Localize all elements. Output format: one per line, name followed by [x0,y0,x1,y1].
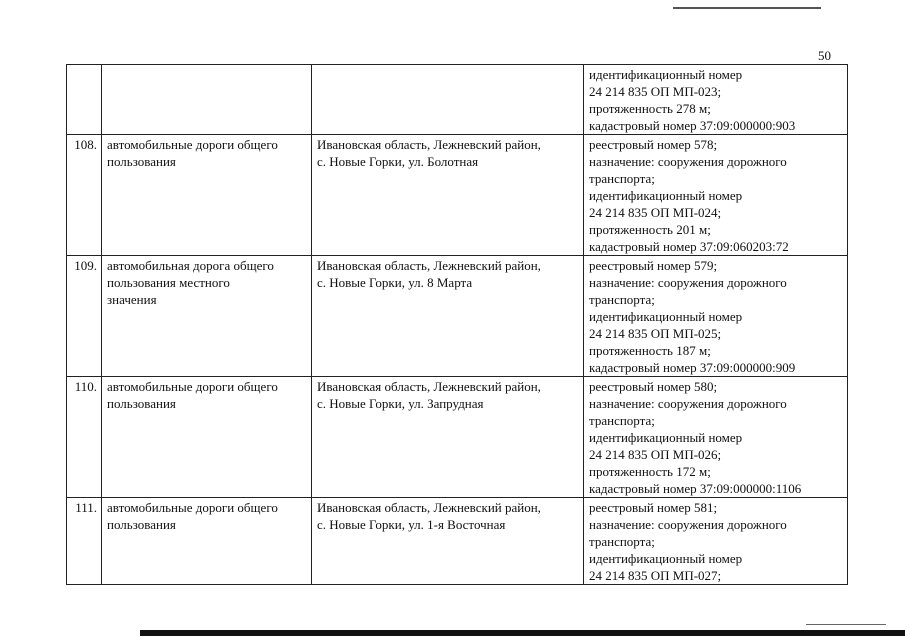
object-name-line: автомобильные дороги общего [107,500,278,515]
address-line: Ивановская область, Лежневский район, [317,500,541,515]
address-line: с. Новые Горки, ул. 8 Марта [317,275,473,290]
object-name-line: пользования местного [107,275,230,290]
object-name-line: пользования [107,154,176,169]
address-line: с. Новые Горки, ул. 1-я Восточная [317,517,506,532]
detail-line: назначение: сооружения дорожного [589,275,787,290]
detail-line: кадастровый номер 37:09:000000:1106 [589,481,802,496]
details-cell [584,498,848,585]
registry-table [66,64,848,585]
detail-line: реестровый номер 581; [589,500,718,515]
detail-line: протяженность 187 м; [589,343,711,358]
object-name-cell [102,498,312,585]
address-line: Ивановская область, Лежневский район, [317,137,541,152]
table-row-continuation [67,65,848,135]
address-cell [312,65,584,135]
detail-line: протяженность 172 м; [589,464,711,479]
address-cell [312,498,584,585]
object-name-line: пользования [107,396,176,411]
footer-scan-bar [140,630,905,636]
table-row [67,498,848,585]
object-name-cell [102,135,312,256]
detail-line: транспорта; [589,413,655,428]
object-name-line: значения [107,292,157,307]
details-cell [584,256,848,377]
address-line: Ивановская область, Лежневский район, [317,379,541,394]
detail-line: транспорта; [589,171,655,186]
details-cell [584,65,848,135]
address-cell [312,256,584,377]
detail-line: реестровый номер 580; [589,379,718,394]
detail-line: 24 214 835 ОП МП-027; [589,568,722,583]
row-number-cell: 111. [67,498,102,585]
detail-line: идентификационный номер [589,67,743,82]
detail-line: реестровый номер 578; [589,137,718,152]
object-name-cell [102,65,312,135]
address-cell [312,135,584,256]
detail-line: кадастровый номер 37:09:000000:903 [589,118,796,133]
detail-line: идентификационный номер [589,551,743,566]
detail-line: 24 214 835 ОП МП-026; [589,447,722,462]
address-cell [312,377,584,498]
detail-line: 24 214 835 ОП МП-024; [589,205,722,220]
detail-line: протяженность 278 м; [589,101,711,116]
object-name-line: автомобильная дорога общего [107,258,274,273]
detail-line: назначение: сооружения дорожного [589,517,787,532]
detail-line: кадастровый номер 37:09:000000:909 [589,360,796,375]
detail-line: кадастровый номер 37:09:060203:72 [589,239,789,254]
detail-line: назначение: сооружения дорожного [589,396,787,411]
detail-line: реестровый номер 579; [589,258,718,273]
detail-line: транспорта; [589,534,655,549]
object-name-cell [102,256,312,377]
detail-line: 24 214 835 ОП МП-023; [589,84,722,99]
table-row [67,377,848,498]
header-rule [673,7,821,9]
address-line: с. Новые Горки, ул. Запрудная [317,396,484,411]
detail-line: идентификационный номер [589,188,743,203]
registry-table-body [67,65,848,585]
details-cell [584,377,848,498]
object-name-line: автомобильные дороги общего [107,137,278,152]
detail-line: транспорта; [589,292,655,307]
detail-line: 24 214 835 ОП МП-025; [589,326,722,341]
detail-line: идентификационный номер [589,309,743,324]
object-name-line: автомобильные дороги общего [107,379,278,394]
object-name-cell [102,377,312,498]
row-number-cell: 109. [67,256,102,377]
row-number-cell: 110. [67,377,102,498]
address-line: с. Новые Горки, ул. Болотная [317,154,479,169]
row-number-cell [67,65,102,135]
address-line: Ивановская область, Лежневский район, [317,258,541,273]
table-row [67,256,848,377]
detail-line: протяженность 201 м; [589,222,711,237]
footer-thin-rule [806,624,886,625]
page-number: 50 [818,48,831,63]
detail-line: назначение: сооружения дорожного [589,154,787,169]
object-name-line: пользования [107,517,176,532]
details-cell [584,135,848,256]
detail-line: идентификационный номер [589,430,743,445]
table-row [67,135,848,256]
row-number-cell: 108. [67,135,102,256]
